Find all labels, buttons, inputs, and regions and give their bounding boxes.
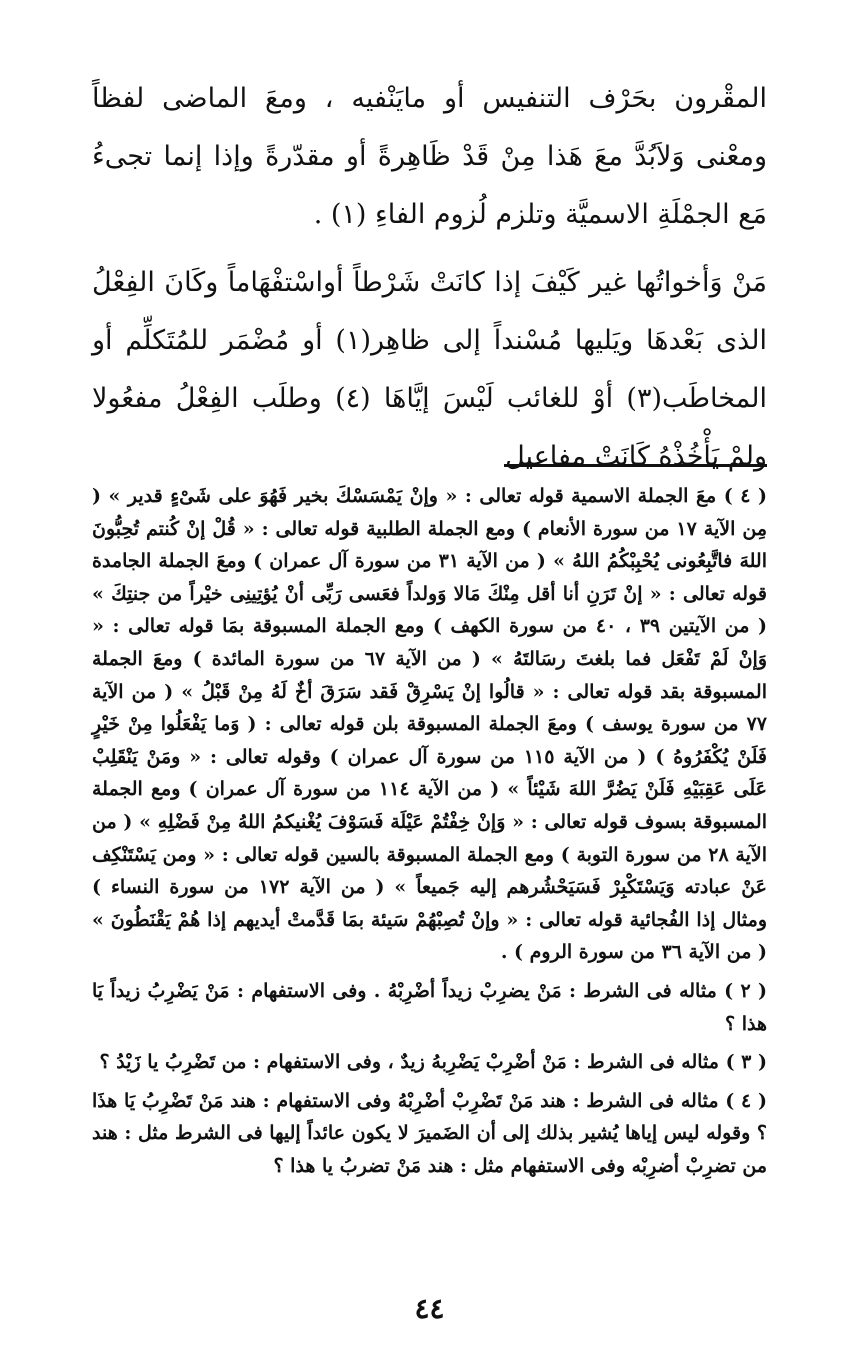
main-paragraph-1: المقْرون بحَرْف التنفيس أو مايَنْفيه ، ومعَ الماضى لفظاً ومعْنى وَلاَبُدَّ معَ هَذا مِنْ قَدْ ظَاهِرةً أو مقدّرةً وإذا إنما تجىءُ مَع الجمْلَةِ الاسميَّة وتلزم لُزوم الفاءِ (١) . [92, 83, 767, 230]
footnotes [92, 480, 767, 1182]
book-page [92, 70, 767, 1349]
main-text [92, 70, 767, 486]
footnote-4: ( ٤ ) مثاله فى الشرط : هند مَنْ تَضْرِبْ أضْرِبْهُ وفى الاستفهام : هند مَنْ تَضْرِبُ يَا هذَا ؟ وقوله ليس إياها يُشير بذلك إلى أن الضَميرَ لا يكون عائداً إليها فى الشرط مثل : هند من تضرِبْ أضرِبْه وفى الاستفهام مثل : هند مَنْ تضربُ يا هذا ؟ [92, 1089, 767, 1177]
page-number: ٤٤ [414, 1292, 445, 1325]
footnote-separator [504, 464, 767, 467]
footnote-2: ( ٢ ) مثاله فى الشرط : مَنْ يضرِبْ زيداً أضْرِبْهُ . وفى الاستفهام : مَنْ يَضْرِبُ زيداً يَا هذا ؟ [92, 979, 767, 1035]
footnote-3: ( ٣ ) مثاله فى الشرط : مَنْ أضْرِبْ يَضْرِبهُ زيدٌ ، وفى الاستفهام : من تَضْرِبُ يا زَيْدُ ؟ [99, 1051, 767, 1074]
main-paragraph-2: مَنْ وَأخواتُها غير كَيْفَ إذا كانَتْ شَرْطاً أواسْتفْهَاماً وكَانَ الفِعْلُ الذى بَعْدهَا ويَليها مُسْنداً إلى ظاهِر(١) أو مُضْمَر للمُتَكلِّم أو المخاطَب(٣) أوْ للغائب لَيْسَ إيَّاهَا (٤) وطلَب الفِعْلُ مفعُولا ولمْ يَأْخُذْهُ كَانَتْ مفاعيل [92, 267, 767, 472]
footnote-1: ( ٤ ) معَ الجملة الاسمية قوله تعالى : « وإنْ يَمْسَسْكَ بخير فَهُوَ على شَىْءٍ قدير » ( مِن الآية ١٧ من سورة الأنعام ) ومع الجملة الطلبية قوله تعالى : « قُلْ إنْ كُنتم تُحِبُّونَ اللهَ فاتَّبِعُونى يُحْبِبْكُمُ اللهُ » ( من الآية ٣١ من سورة آل عمران ) ومعَ الجملة الجامدة قوله تعالى : « إنْ تَرَنِ أنا أقل مِنْكَ مَالا وَولداً فعَسى رَبِّى أنْ يُؤتِينِى خيْراً من جنتِكَ » ( من الآيتين ٣٩ ، ٤٠ من سورة الكهف ) ومع الجملة المسبوقة بمَا قوله تعالى : « وَإنْ لَمْ تَفْعَل فما بلغتَ رسَالتَهُ » ( من الآية ٦٧ من سورة المائدة ) ومعَ الجملة المسبوقة بقد قوله تعالى : « قالُوا إنْ يَسْرِقْ فَقد سَرَقَ أخٌ لَهُ مِنْ قَبْلُ » ( من الآية ٧٧ من سورة يوسف ) ومعَ الجملة المسبوقة بلن قوله تعالى : ( وَما يَفْعَلُوا مِنْ خَيْرٍ فَلَنْ يُكْفَرُوهُ ) ( من الآية ١١٥ من سورة آل عمران ) وقوله تعالى : « ومَنْ يَنْقَلِبْ عَلَى عَقِبَيْهِ فَلَنْ يَضُرَّ اللهَ شَيْئاً » ( من الآية ١١٤ من سورة آل عمران ) ومع الجملة المسبوقة بسوف قوله تعالى : « وَإنْ خِفْتُمْ عَيْلَة فَسَوْفَ يُغْنيكمُ اللهُ مِنْ فَضْلِهِ » ( من الآية ٢٨ من سورة التوبة ) ومع الجملة المسبوقة بالسين قوله تعالى : « ومن يَسْتَنْكِف عَنْ عبادته وَيَسْتَكْبِرْ فَسَيَحْشُرهم إليه جَميعاً » ( من الآية ١٧٢ من سورة النساء ) ومثال إذا الفُجائية قوله تعالى : « وإنْ تُصِبْهُمْ سَيئة بمَا قَدَّمتْ أيديهم إذا هُمْ يَقْنَطُونَ » ( من الآية ٣٦ من سورة الروم ) . [92, 485, 768, 964]
